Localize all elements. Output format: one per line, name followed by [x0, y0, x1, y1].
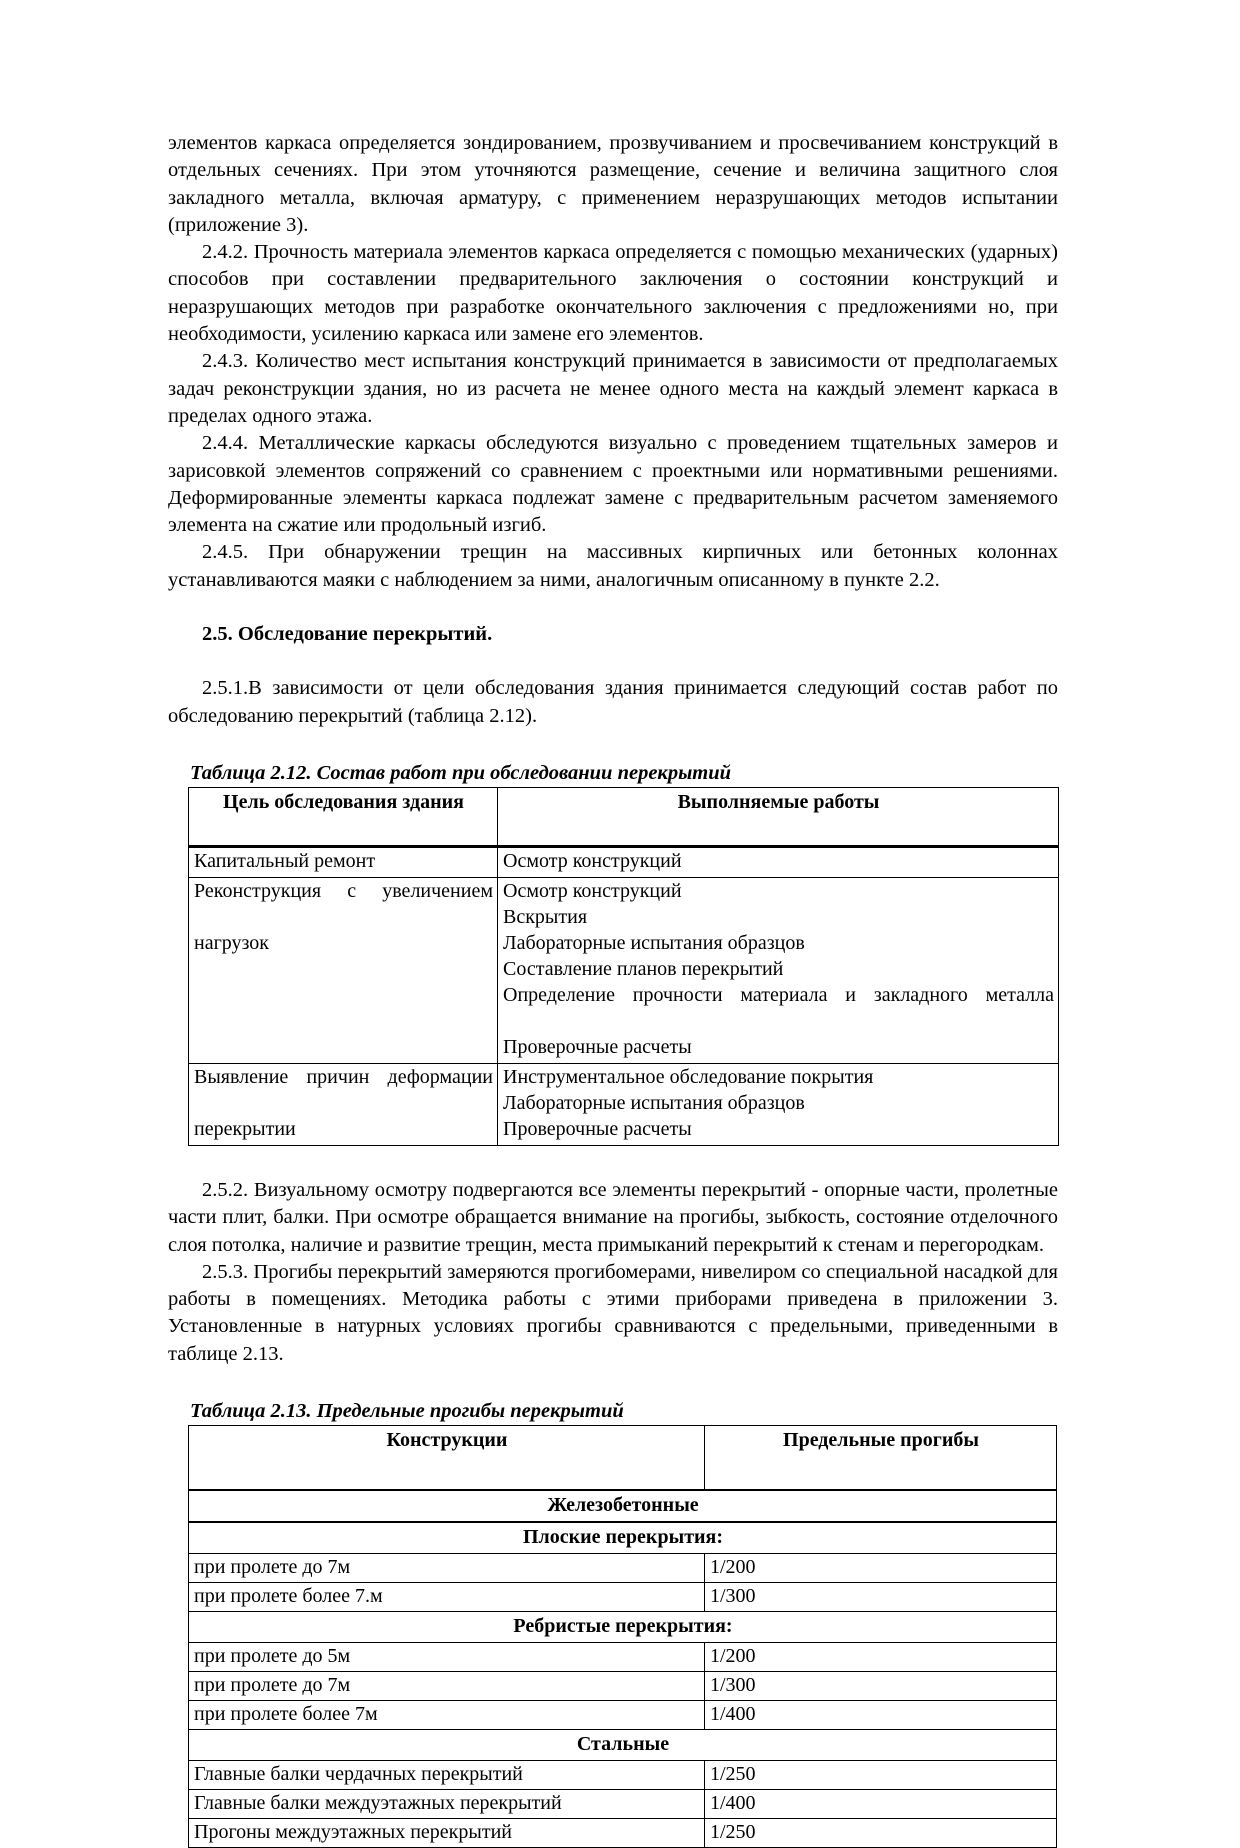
table-213-cell-name: при пролете до 7м	[189, 1672, 705, 1701]
goal-line: перекрытии	[194, 1117, 296, 1140]
work-item: Осмотр конструкций	[503, 879, 682, 902]
table-row	[189, 1730, 1057, 1761]
paragraph-2-4-2: 2.4.2. Прочность материала элементов каркаса определяется с помощью механических (ударных) способов при составлении предварительного заключения о состоянии конструкций и неразрушающих методов при разработке окончательного заключения с предложениями но, при необходимости, усилению каркаса или замене его элементов.	[168, 241, 1058, 346]
table-213-cell-name: при пролете более 7.м	[189, 1583, 705, 1612]
table-row	[189, 1426, 1057, 1491]
goal-line: нагрузок	[194, 931, 270, 954]
table-213-cell-name: Прогоны междуэтажных перекрытий	[189, 1819, 705, 1848]
table-213-header-deflections: Предельные прогибы	[705, 1426, 1057, 1491]
table-213-group-label: Плоские перекрытия:	[189, 1522, 1057, 1554]
table-row	[189, 1554, 1057, 1583]
table-213-cell-value: 1/200	[705, 1554, 1057, 1583]
paragraph-2-5-3: 2.5.3. Прогибы перекрытий замеряются прогибомерами, нивелиром со специальной насадкой для работы в помещениях. Методика работы с этими приборами приведена в приложении 3. Установленные в натурных условиях прогибы сравниваются с предельными, приведенными в таблице 2.13.	[168, 1260, 1058, 1365]
table-213-header-constructions: Конструкции	[189, 1426, 705, 1491]
table-213-cell-value: 1/300	[705, 1583, 1057, 1612]
work-item: Проверочные расчеты	[503, 1117, 692, 1140]
table-213-group-label: Стальные	[189, 1730, 1057, 1761]
table-213	[188, 1425, 1057, 1848]
table-row	[189, 846, 1059, 877]
table-212-cell-works	[498, 846, 1059, 877]
table-row	[189, 1583, 1057, 1612]
table-row	[189, 1490, 1057, 1522]
table-row	[189, 1522, 1057, 1554]
work-item: Определение прочности материала и закладного металла	[503, 983, 1054, 1006]
paragraph-2-4-4: 2.4.4. Металлические каркасы обследуются визуально с проведением тщательных замеров и зарисовкой элементов сопряжений со сравнением с проектными или нормативными решениями. Деформированные элементы каркаса подлежат замене с предварительным расчетом заменяемого элемента на сжатие или продольный изгиб.	[168, 432, 1058, 537]
table-212-caption: Таблица 2.12. Состав работ при обследовании перекрытий	[190, 761, 732, 784]
table-row	[189, 1612, 1057, 1643]
table-213-cell-value: 1/400	[705, 1701, 1057, 1730]
table-212-header-works: Выполняемые работы	[498, 787, 1059, 846]
table-212	[188, 787, 1059, 1146]
table-212-cell-goal	[189, 846, 498, 877]
goal-line: Выявление причин деформации	[194, 1065, 493, 1088]
table-213-cell-name: Главные балки междуэтажных перекрытий	[189, 1790, 705, 1819]
table-213-cell-value: 1/250	[705, 1761, 1057, 1790]
table-212-cell-works	[498, 1063, 1059, 1145]
table-213-cell-value: 1/250	[705, 1819, 1057, 1848]
table-213-cell-name: при пролете до 7м	[189, 1554, 705, 1583]
work-item: Инструментальное обследование покрытия	[503, 1065, 874, 1088]
paragraph-2-4-3: 2.4.3. Количество мест испытания конструкций принимается в зависимости от предполагаемых задач реконструкции здания, но из расчета не менее одного места на каждый элемент каркаса в пределах одного этажа.	[168, 350, 1058, 427]
section-heading-2-5: 2.5. Обследование перекрытий.	[202, 623, 493, 646]
paragraph-2-5-1: 2.5.1.В зависимости от цели обследования здания принимается следующий состав работ по обследованию перекрытий (таблица 2.12).	[168, 677, 1058, 727]
table-row	[189, 1761, 1057, 1790]
table-row	[189, 877, 1059, 1063]
work-item: Лабораторные испытания образцов	[503, 1091, 805, 1114]
table-213-caption: Таблица 2.13. Предельные прогибы перекрытий	[190, 1400, 624, 1423]
paragraph-2-5-2: 2.5.2. Визуальному осмотру подвергаются все элементы перекрытий - опорные части, пролетные части плит, балки. При осмотре обращается внимание на прогибы, зыбкость, состояние отделочного слоя потолка, наличие и развитие трещин, места примыканий перекрытий к стенам и перегородкам.	[168, 1178, 1058, 1256]
table-row	[189, 787, 1059, 846]
goal-line: Реконструкция с увеличением	[194, 879, 493, 902]
table-212-cell-goal	[189, 877, 498, 1063]
work-item: Составление планов перекрытий	[503, 957, 784, 980]
table-213-cell-name: при пролете более 7м	[189, 1701, 705, 1730]
work-item: Осмотр конструкций	[503, 849, 682, 872]
table-212-cell-works	[498, 877, 1059, 1063]
table-213-group-label: Железобетонные	[189, 1490, 1057, 1522]
table-213-cell-value: 1/400	[705, 1790, 1057, 1819]
table-213-cell-name: при пролете до 5м	[189, 1643, 705, 1672]
table-213-cell-value: 1/300	[705, 1672, 1057, 1701]
work-item: Лабораторные испытания образцов	[503, 931, 805, 954]
table-213-cell-value: 1/200	[705, 1643, 1057, 1672]
table-row	[189, 1672, 1057, 1701]
table-row	[189, 1643, 1057, 1672]
table-213-cell-name: Главные балки чердачных перекрытий	[189, 1761, 705, 1790]
work-item: Проверочные расчеты	[503, 1035, 692, 1058]
table-row	[189, 1819, 1057, 1848]
table-213-group-label: Ребристые перекрытия:	[189, 1612, 1057, 1643]
table-row	[189, 1701, 1057, 1730]
paragraph-continuation: элементов каркаса определяется зондированием, прозвучиванием и просвечиванием конструкций в отдельных сечениях. При этом уточняются размещение, сечение и величина защитного слоя закладного металла, включая арматуру, с применением неразрушающих методов испытании (приложение 3).	[168, 132, 1058, 236]
paragraph-2-4-5: 2.4.5. При обнаружении трещин на массивных кирпичных или бетонных колоннах устанавливаются маяки с наблюдением за ними, аналогичным описанному в пункте 2.2.	[168, 541, 1058, 591]
table-row	[189, 1063, 1059, 1145]
table-212-header-goal: Цель обследования здания	[189, 787, 498, 846]
table-row	[189, 1790, 1057, 1819]
work-item: Вскрытия	[503, 905, 588, 928]
goal-line: Капитальный ремонт	[194, 849, 376, 872]
table-212-cell-goal	[189, 1063, 498, 1145]
